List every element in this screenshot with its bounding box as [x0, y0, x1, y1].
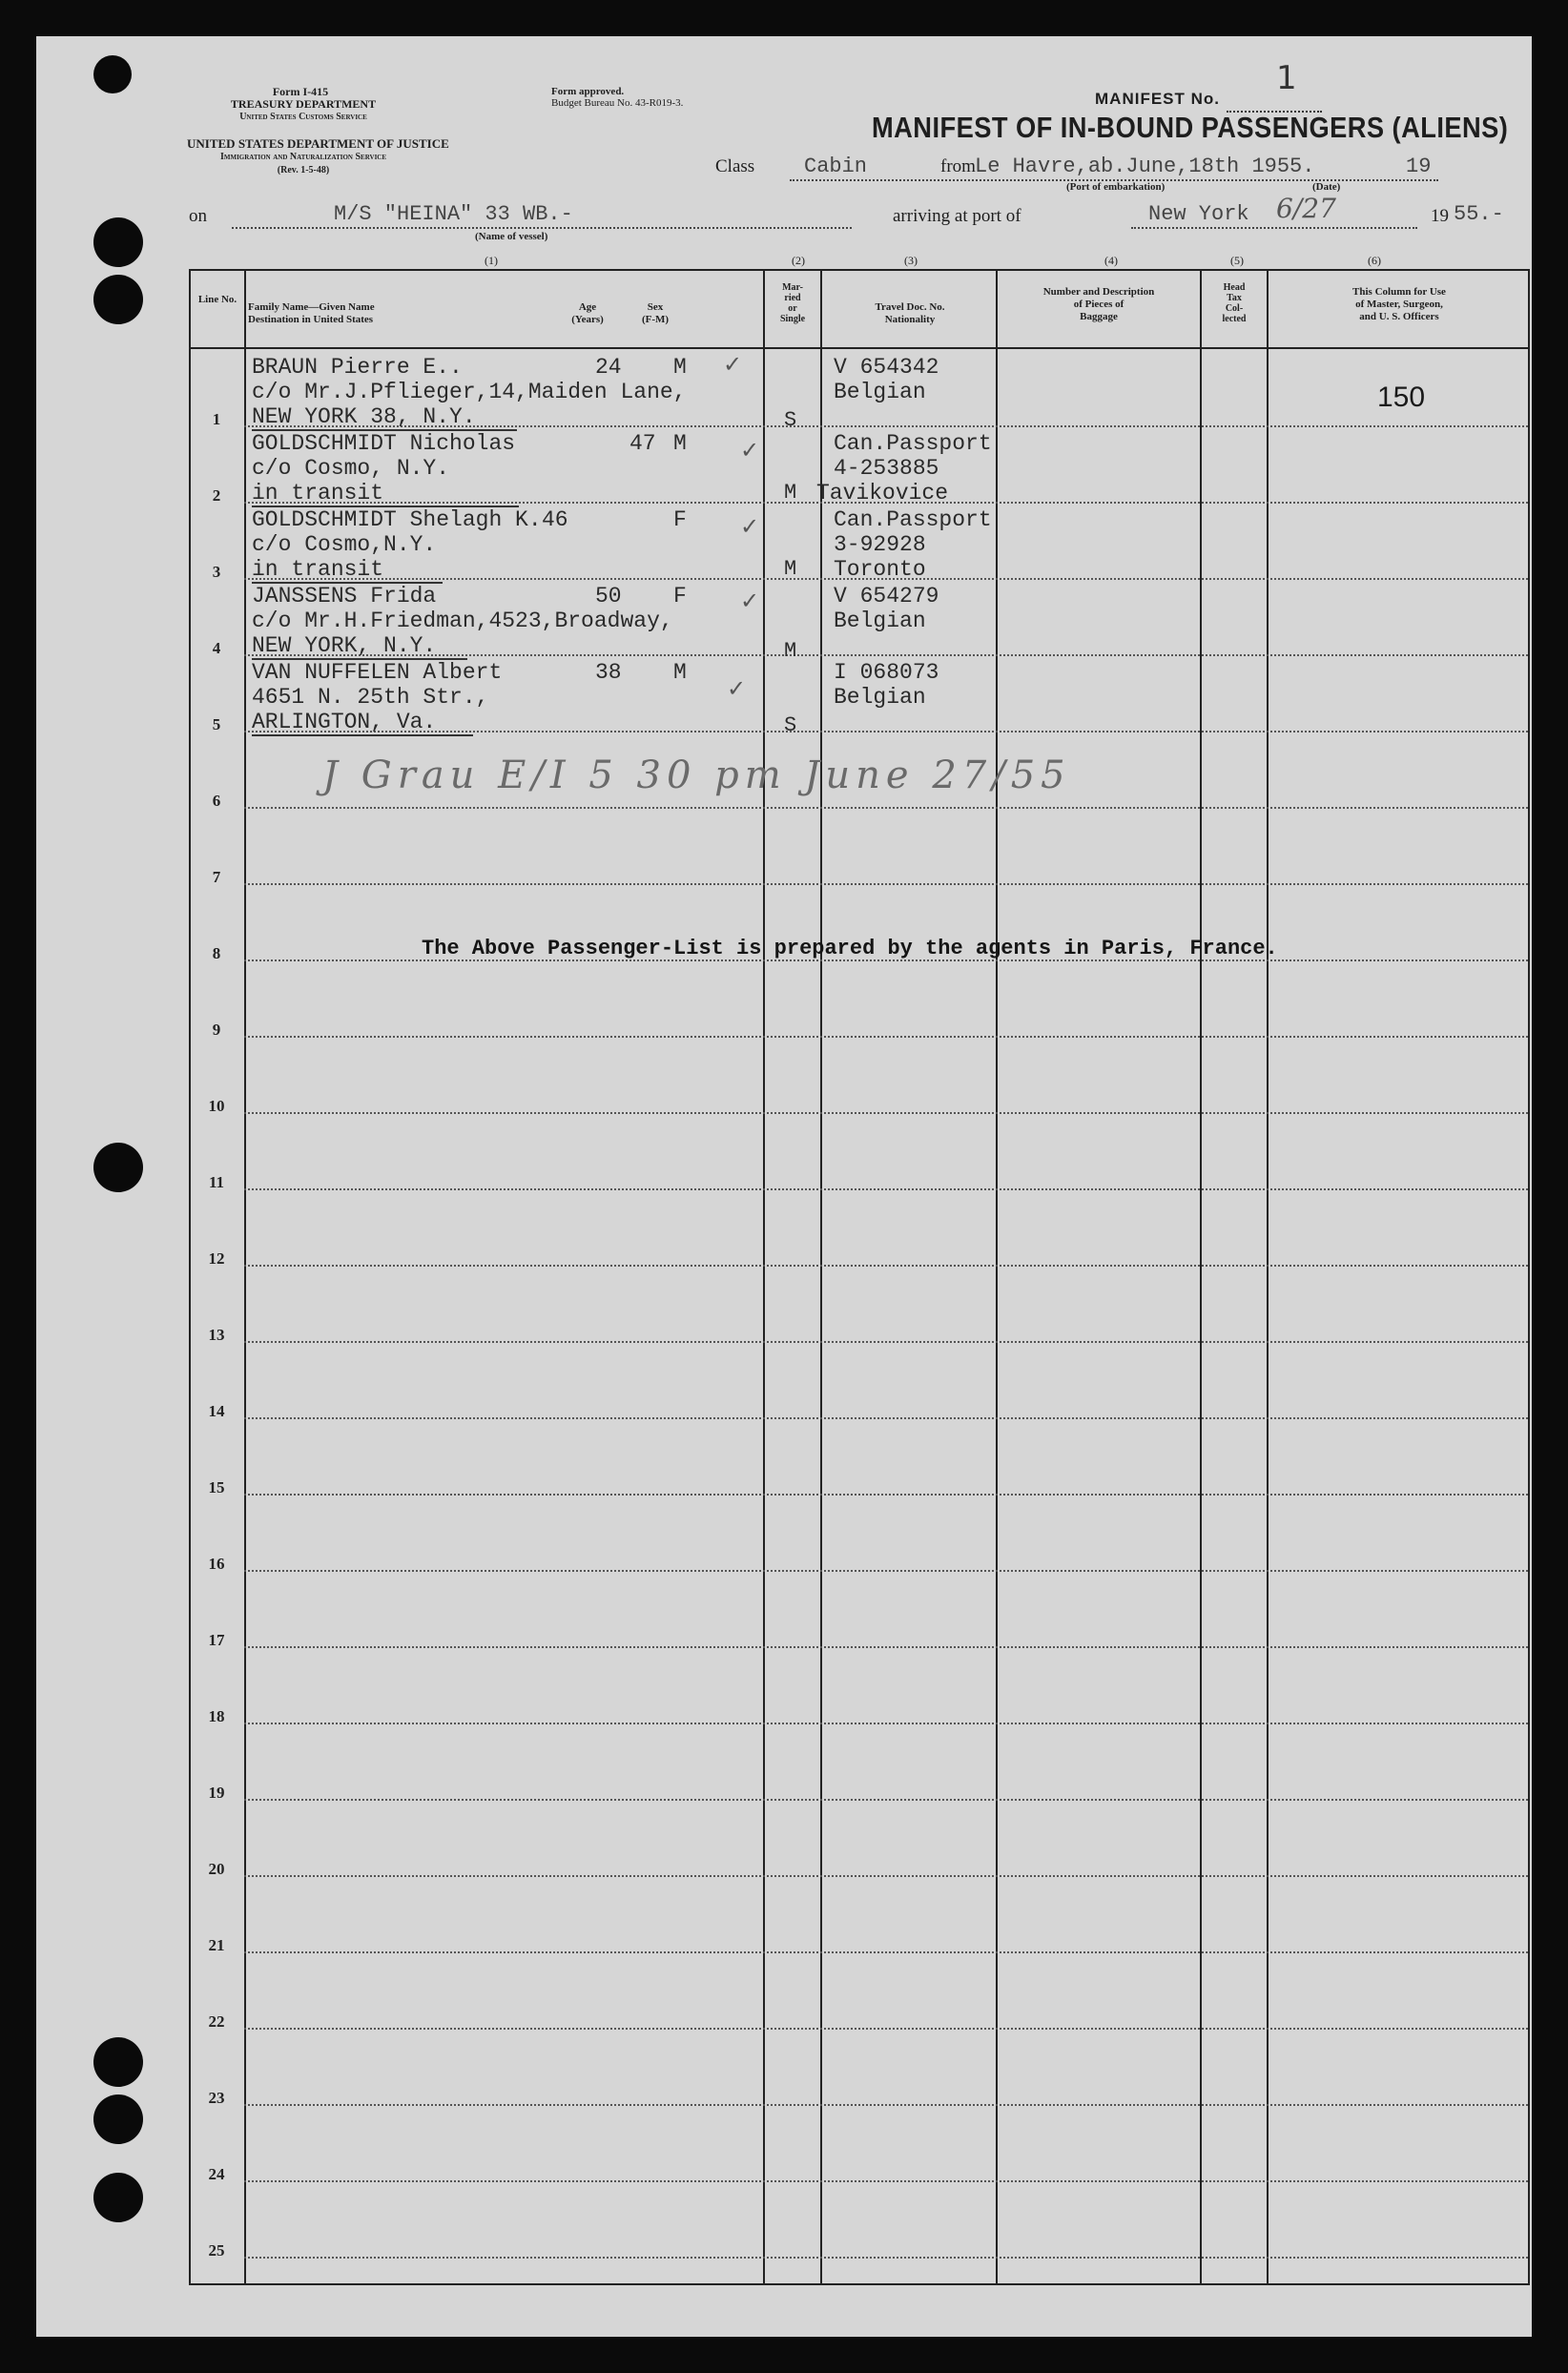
col-age: Age (Years) — [571, 301, 604, 325]
passenger-destination: ARLINGTON, Va. — [252, 710, 437, 734]
col-name: Family Name—Given Name Destination in United States — [248, 301, 375, 325]
line-number: 15 — [208, 1478, 225, 1496]
line-number: 7 — [212, 868, 221, 886]
punch-hole — [93, 217, 143, 267]
passenger-sex: F — [673, 507, 687, 532]
col-number-3: (3) — [904, 254, 918, 267]
punch-hole — [93, 2094, 143, 2144]
passenger-marital: M — [784, 639, 797, 663]
dept-justice: UNITED STATES DEPARTMENT OF JUSTICE — [187, 136, 449, 151]
passenger-age: 50 — [595, 584, 622, 609]
passenger-age: 46 — [542, 507, 568, 532]
passenger-doc-type: Can.Passport — [834, 507, 992, 532]
col-officers: This Column for Use of Master, Surgeon, and U. S. Officers — [1352, 286, 1446, 322]
passenger-address: c/o Mr.J.Pflieger,14,Maiden Lane, — [252, 380, 687, 404]
form-approved: Form approved. — [551, 86, 625, 97]
line-number: 19 — [208, 1784, 225, 1802]
line-number: 16 — [208, 1555, 225, 1573]
line-number: 3 — [212, 563, 221, 581]
line-number: 22 — [208, 2012, 225, 2031]
col-head-tax: Head Tax Col- lected — [1222, 282, 1247, 324]
col-number-6: (6) — [1368, 254, 1381, 267]
punch-hole — [93, 2037, 143, 2087]
line-number: 11 — [208, 1173, 225, 1191]
line-number: 10 — [208, 1097, 225, 1115]
form-number: Form I-415 — [272, 85, 329, 98]
line-number: 21 — [208, 1936, 225, 1954]
passenger-sex: F — [673, 584, 687, 609]
punch-hole — [93, 275, 143, 324]
line-number: 1 — [212, 410, 221, 428]
year-value: 55.- — [1454, 202, 1504, 226]
customs-service: United States Customs Service — [239, 112, 367, 122]
port-date-handwritten: 6/27 — [1276, 193, 1336, 224]
passenger-nationality: Belgian — [834, 609, 926, 633]
col-baggage: Number and Description of Pieces of Baggage — [1042, 286, 1155, 322]
officer-note: 150 — [1377, 382, 1426, 413]
line-number: 14 — [208, 1402, 225, 1420]
punch-hole — [93, 1143, 143, 1192]
punch-hole — [93, 55, 132, 93]
passenger-nationality: Tavikovice — [816, 481, 949, 506]
date-caption: (Date) — [1312, 181, 1341, 193]
passenger-doc: 4-253885 — [834, 456, 939, 481]
col-number-5: (5) — [1230, 254, 1244, 267]
revision: (Rev. 1-5-48) — [277, 165, 330, 175]
passenger-doc: V 654279 — [834, 584, 939, 609]
line-number: 13 — [208, 1326, 225, 1344]
line-number: 20 — [208, 1860, 225, 1878]
class-label: Class — [715, 156, 755, 176]
passenger-name: JANSSENS Frida — [252, 584, 437, 609]
from-label: from — [940, 156, 976, 176]
passenger-age: 47 — [629, 431, 656, 456]
passenger-marital: S — [784, 713, 797, 737]
line-number: 4 — [212, 639, 221, 657]
col-number-1: (1) — [485, 254, 498, 267]
passenger-marital: S — [784, 408, 797, 432]
line-number: 18 — [208, 1707, 225, 1725]
vessel-caption: (Name of vessel) — [475, 231, 548, 242]
passenger-doc: 3-92928 — [834, 532, 926, 557]
dept-treasury: TREASURY DEPARTMENT — [230, 97, 377, 111]
vessel-value: M/S "HEINA" 33 WB.- — [334, 202, 573, 226]
passenger-marital: M — [784, 557, 797, 581]
manifest-no-label: MANIFEST No. — [1095, 90, 1220, 108]
passenger-address: c/o Mr.H.Friedman,4523,Broadway, — [252, 609, 673, 633]
line-number: 24 — [208, 2165, 225, 2183]
check-mark: ✓ — [740, 437, 760, 464]
arriving-label: arriving at port of — [893, 206, 1021, 226]
year-prefix: 19 — [1431, 206, 1449, 226]
col-line-no: Line No. — [197, 294, 237, 305]
punch-hole — [93, 2173, 143, 2222]
passenger-name: GOLDSCHMIDT Shelagh K. — [252, 507, 542, 532]
line-number: 23 — [208, 2089, 225, 2107]
agent-note: The Above Passenger-List is prepared by the agents in Paris, France. — [422, 937, 1278, 960]
check-mark: ✓ — [727, 675, 747, 702]
passenger-nationality: Toronto — [834, 557, 926, 582]
check-mark: ✓ — [740, 513, 760, 540]
passenger-destination: NEW YORK, N.Y. — [252, 633, 437, 658]
destination-underline — [252, 734, 473, 736]
port-underline — [1131, 227, 1417, 229]
embark-caption: (Port of embarkation) — [1066, 181, 1166, 193]
from-year-suffix: 19 — [1406, 155, 1432, 178]
passenger-age: 24 — [595, 355, 622, 380]
passenger-nationality: Belgian — [834, 380, 926, 404]
line-number: 12 — [208, 1249, 225, 1268]
passenger-name: VAN NUFFELEN Albert — [252, 660, 503, 685]
budget-bureau: Budget Bureau No. 43-R019-3. — [551, 97, 684, 109]
passenger-doc: I 068073 — [834, 660, 939, 685]
passenger-address: 4651 N. 25th Str., — [252, 685, 489, 710]
passenger-doc: V 654342 — [834, 355, 939, 380]
passenger-doc-type: Can.Passport — [834, 431, 992, 456]
vessel-underline — [232, 227, 852, 229]
passenger-sex: M — [673, 431, 687, 456]
passenger-marital: M — [784, 481, 797, 505]
passenger-sex: M — [673, 660, 687, 685]
line-number: 8 — [212, 944, 221, 962]
check-mark: ✓ — [723, 351, 743, 378]
passenger-sex: M — [673, 355, 687, 380]
manifest-title: MANIFEST OF IN-BOUND PASSENGERS (ALIENS) — [872, 111, 1509, 144]
from-value: Le Havre,ab.June,18th 1955. — [975, 155, 1315, 178]
on-label: on — [189, 206, 207, 226]
col-number-4: (4) — [1104, 254, 1118, 267]
line-number: 25 — [208, 2241, 225, 2260]
passenger-nationality: Belgian — [834, 685, 926, 710]
col-number-2: (2) — [792, 254, 805, 267]
class-value: Cabin — [804, 155, 868, 178]
passenger-age: 38 — [595, 660, 622, 685]
col-sex: Sex (F-M) — [641, 301, 670, 325]
line-number: 9 — [212, 1021, 221, 1039]
line-number: 5 — [212, 715, 221, 733]
passenger-address: c/o Cosmo, N.Y. — [252, 456, 450, 481]
line-number: 2 — [212, 486, 221, 505]
passenger-name: BRAUN Pierre E.. — [252, 355, 463, 380]
check-mark: ✓ — [740, 588, 760, 614]
passenger-destination: in transit — [252, 557, 384, 582]
ins: Immigration and Naturalization Service — [219, 152, 387, 162]
manifest-no-value: 1 — [1276, 59, 1297, 97]
col-travel-doc: Travel Doc. No. Nationality — [875, 301, 945, 325]
line-number: 17 — [208, 1631, 225, 1649]
passenger-name: GOLDSCHMIDT Nicholas — [252, 431, 516, 456]
port-value: New York — [1148, 202, 1249, 226]
passenger-address: c/o Cosmo,N.Y. — [252, 532, 437, 557]
passenger-destination: in transit — [252, 481, 384, 506]
passenger-destination: NEW YORK 38, N.Y. — [252, 404, 476, 429]
col-married: Mar- ried or Single — [779, 282, 806, 324]
line-number: 6 — [212, 792, 221, 810]
manifest-sheet — [36, 36, 1532, 2337]
handwritten-note: J Grau E/I 5 30 pm June 27/55 — [322, 753, 1071, 797]
